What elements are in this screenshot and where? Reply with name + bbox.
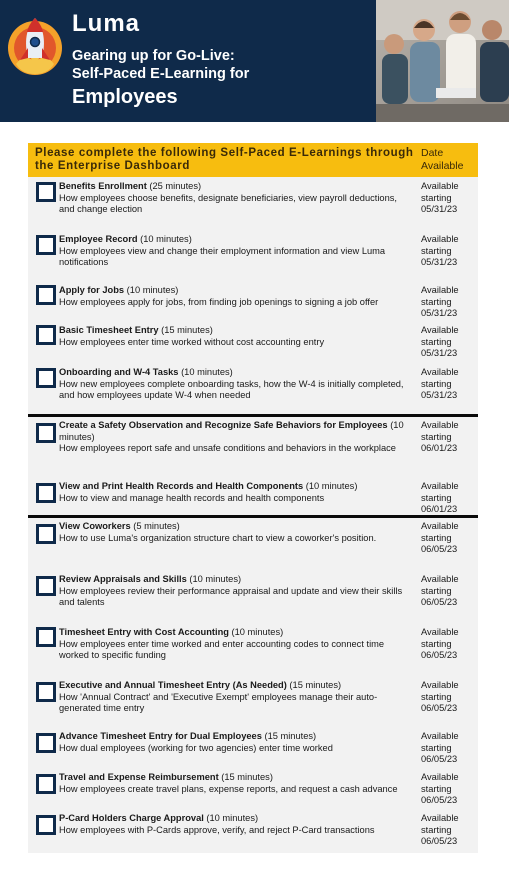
avail-starting: starting <box>421 492 452 503</box>
course-info <box>59 181 413 216</box>
table-header <box>28 143 478 177</box>
course-checkbox[interactable] <box>36 627 56 647</box>
brand-logo: Luma <box>72 10 141 37</box>
course-duration: (10 minutes) <box>137 234 192 244</box>
course-info <box>59 325 413 348</box>
avail-label: Available <box>421 813 459 823</box>
course-info <box>59 420 413 455</box>
table-header-instructions: Please complete the following Self-Paced E-Learnings through the Enterprise Dashboard <box>35 147 414 172</box>
title-line-3: Employees <box>72 86 178 108</box>
avail-starting: starting <box>421 431 452 442</box>
course-checkbox[interactable] <box>36 285 56 305</box>
course-duration: (15 minutes) <box>158 325 213 335</box>
course-duration: (10 minutes) <box>303 481 358 491</box>
course-availability <box>421 680 476 715</box>
course-name: Onboarding and W-4 Tasks <box>59 367 179 377</box>
course-info <box>59 574 413 609</box>
course-name: Executive and Annual Timesheet Entry (As Needed) <box>59 680 287 690</box>
avail-starting: starting <box>421 824 452 835</box>
avail-date: 05/31/23 <box>421 308 458 318</box>
avail-date: 05/31/23 <box>421 390 458 400</box>
avail-label: Available <box>421 420 459 430</box>
course-info <box>59 521 413 544</box>
course-name: Benefits Enrollment <box>59 181 147 191</box>
course-availability <box>421 234 476 269</box>
course-info <box>59 813 413 836</box>
course-name: Employee Record <box>59 234 138 244</box>
course-info <box>59 627 413 662</box>
avail-date: 06/05/23 <box>421 544 458 554</box>
course-checkbox[interactable] <box>36 368 56 388</box>
course-duration: (5 minutes) <box>130 521 180 531</box>
avail-label: Available <box>421 181 459 191</box>
course-checkbox[interactable] <box>36 815 56 835</box>
course-checkbox[interactable] <box>36 235 56 255</box>
course-name: View Coworkers <box>59 521 131 531</box>
course-duration: (10 minutes) <box>59 420 404 442</box>
course-description: How dual employees (working for two agencies) enter time worked <box>59 742 333 753</box>
avail-date: 05/31/23 <box>421 204 458 214</box>
avail-starting: starting <box>421 783 452 794</box>
course-availability <box>421 521 476 556</box>
table-header-date <box>421 147 463 173</box>
header-date-line-2: Available <box>421 160 464 172</box>
course-duration: (15 minutes) <box>218 772 273 782</box>
avail-date: 06/05/23 <box>421 703 458 713</box>
course-info <box>59 367 413 402</box>
course-info <box>59 234 413 269</box>
avail-starting: starting <box>421 245 452 256</box>
course-info <box>59 772 413 795</box>
avail-starting: starting <box>421 378 452 389</box>
course-duration: (10 minutes) <box>178 367 233 377</box>
course-availability <box>421 481 476 516</box>
avail-date: 06/01/23 <box>421 443 458 453</box>
avail-date: 05/31/23 <box>421 257 458 267</box>
avail-date: 06/05/23 <box>421 754 458 764</box>
avail-label: Available <box>421 234 459 244</box>
course-duration: (15 minutes) <box>261 731 317 741</box>
course-description: How 'Annual Contract' and 'Executive Exempt' employees manage their auto-generated time entry <box>59 691 378 713</box>
course-description: How employees with P-Cards approve, verify, and reject P-Card transactions <box>59 824 375 835</box>
course-description: How employees review their performance appraisal and update and view their skills and talents <box>59 585 403 607</box>
course-info <box>59 481 413 504</box>
avail-starting: starting <box>421 742 452 753</box>
course-checkbox[interactable] <box>36 774 56 794</box>
avail-starting: starting <box>421 691 452 702</box>
avail-date: 06/01/23 <box>421 504 458 514</box>
course-description: How employees enter time worked without cost accounting entry <box>59 336 325 347</box>
avail-date: 06/05/23 <box>421 597 458 607</box>
course-checkbox[interactable] <box>36 576 56 596</box>
course-checkbox[interactable] <box>36 483 56 503</box>
avail-starting: starting <box>421 296 452 307</box>
section-divider <box>28 515 478 518</box>
course-checkbox[interactable] <box>36 182 56 202</box>
avail-label: Available <box>421 731 459 741</box>
avail-label: Available <box>421 481 459 491</box>
course-description: How employees create travel plans, expense reports, and request a cash advance <box>59 783 398 794</box>
avail-label: Available <box>421 627 459 637</box>
course-description: How employees enter time worked and enter accounting codes to connect time worked to specific funding <box>59 638 385 660</box>
avail-date: 06/05/23 <box>421 795 458 805</box>
course-name: Timesheet Entry with Cost Accounting <box>59 627 229 637</box>
course-checkbox[interactable] <box>36 325 56 345</box>
course-name: P-Card Holders Charge Approval <box>59 813 204 823</box>
title-line-1: Gearing up for Go-Live: <box>72 48 235 64</box>
course-checkbox[interactable] <box>36 733 56 753</box>
course-availability <box>421 285 476 320</box>
course-description: How to use Luma's organization structure chart to view a coworker's position. <box>59 532 377 543</box>
employees-photo <box>376 0 509 122</box>
avail-starting: starting <box>421 638 452 649</box>
title-line-2: Self-Paced E-Learning for <box>72 66 250 82</box>
course-duration: (10 minutes) <box>203 813 259 823</box>
course-availability <box>421 420 476 455</box>
course-availability <box>421 574 476 609</box>
course-name: Basic Timesheet Entry <box>59 325 159 335</box>
course-availability <box>421 325 476 360</box>
section-divider <box>28 414 478 417</box>
avail-label: Available <box>421 772 459 782</box>
course-table <box>28 143 478 853</box>
avail-starting: starting <box>421 192 452 203</box>
course-checkbox[interactable] <box>36 524 56 544</box>
course-duration: (25 minutes) <box>146 181 202 191</box>
course-description: How employees choose benefits, designate beneficiaries, view payroll deductions, and change election <box>59 192 397 214</box>
course-availability <box>421 367 476 402</box>
page-header <box>0 0 509 122</box>
avail-date: 05/31/23 <box>421 348 458 358</box>
course-duration: (15 minutes) <box>286 680 342 690</box>
course-availability <box>421 772 476 807</box>
avail-label: Available <box>421 574 459 584</box>
course-info <box>59 680 413 715</box>
course-name: View and Print Health Records and Health Components <box>59 481 304 491</box>
page-title <box>72 47 372 83</box>
avail-label: Available <box>421 367 459 377</box>
course-checkbox[interactable] <box>36 682 56 702</box>
course-duration: (10 minutes) <box>228 627 284 637</box>
course-name: Create a Safety Observation and Recognize Safe Behaviors for Employees <box>59 420 388 430</box>
avail-starting: starting <box>421 532 452 543</box>
rocket-icon <box>4 12 66 80</box>
avail-starting: starting <box>421 585 452 596</box>
avail-label: Available <box>421 680 459 690</box>
course-description: How employees report safe and unsafe conditions and behaviors in the workplace <box>59 443 396 453</box>
course-description: How to view and manage health records and health components <box>59 492 325 503</box>
course-availability <box>421 731 476 766</box>
course-info <box>59 731 413 754</box>
avail-starting: starting <box>421 336 452 347</box>
course-info <box>59 285 413 308</box>
course-checkbox[interactable] <box>36 423 56 443</box>
course-availability <box>421 813 476 848</box>
course-name: Advance Timesheet Entry for Dual Employees <box>59 731 262 741</box>
course-duration: (10 minutes) <box>124 285 179 295</box>
header-date-line-1: Date <box>421 147 444 159</box>
avail-label: Available <box>421 521 459 531</box>
course-name: Travel and Expense Reimbursement <box>59 772 219 782</box>
avail-label: Available <box>421 325 459 335</box>
course-availability <box>421 181 476 216</box>
course-name: Review Appraisals and Skills <box>59 574 187 584</box>
avail-date: 06/05/23 <box>421 836 458 846</box>
avail-date: 06/05/23 <box>421 650 458 660</box>
avail-label: Available <box>421 285 459 295</box>
course-description: How employees view and change their employment information and view Luma notifications <box>59 245 386 267</box>
course-duration: (10 minutes) <box>186 574 242 584</box>
course-description: How new employees complete onboarding tasks, how the W-4 is initially completed, and how employees update W-4 when needed <box>59 378 404 400</box>
course-name: Apply for Jobs <box>59 285 125 295</box>
course-description: How employees apply for jobs, from finding job openings to signing a job offer <box>59 296 379 307</box>
course-availability <box>421 627 476 662</box>
